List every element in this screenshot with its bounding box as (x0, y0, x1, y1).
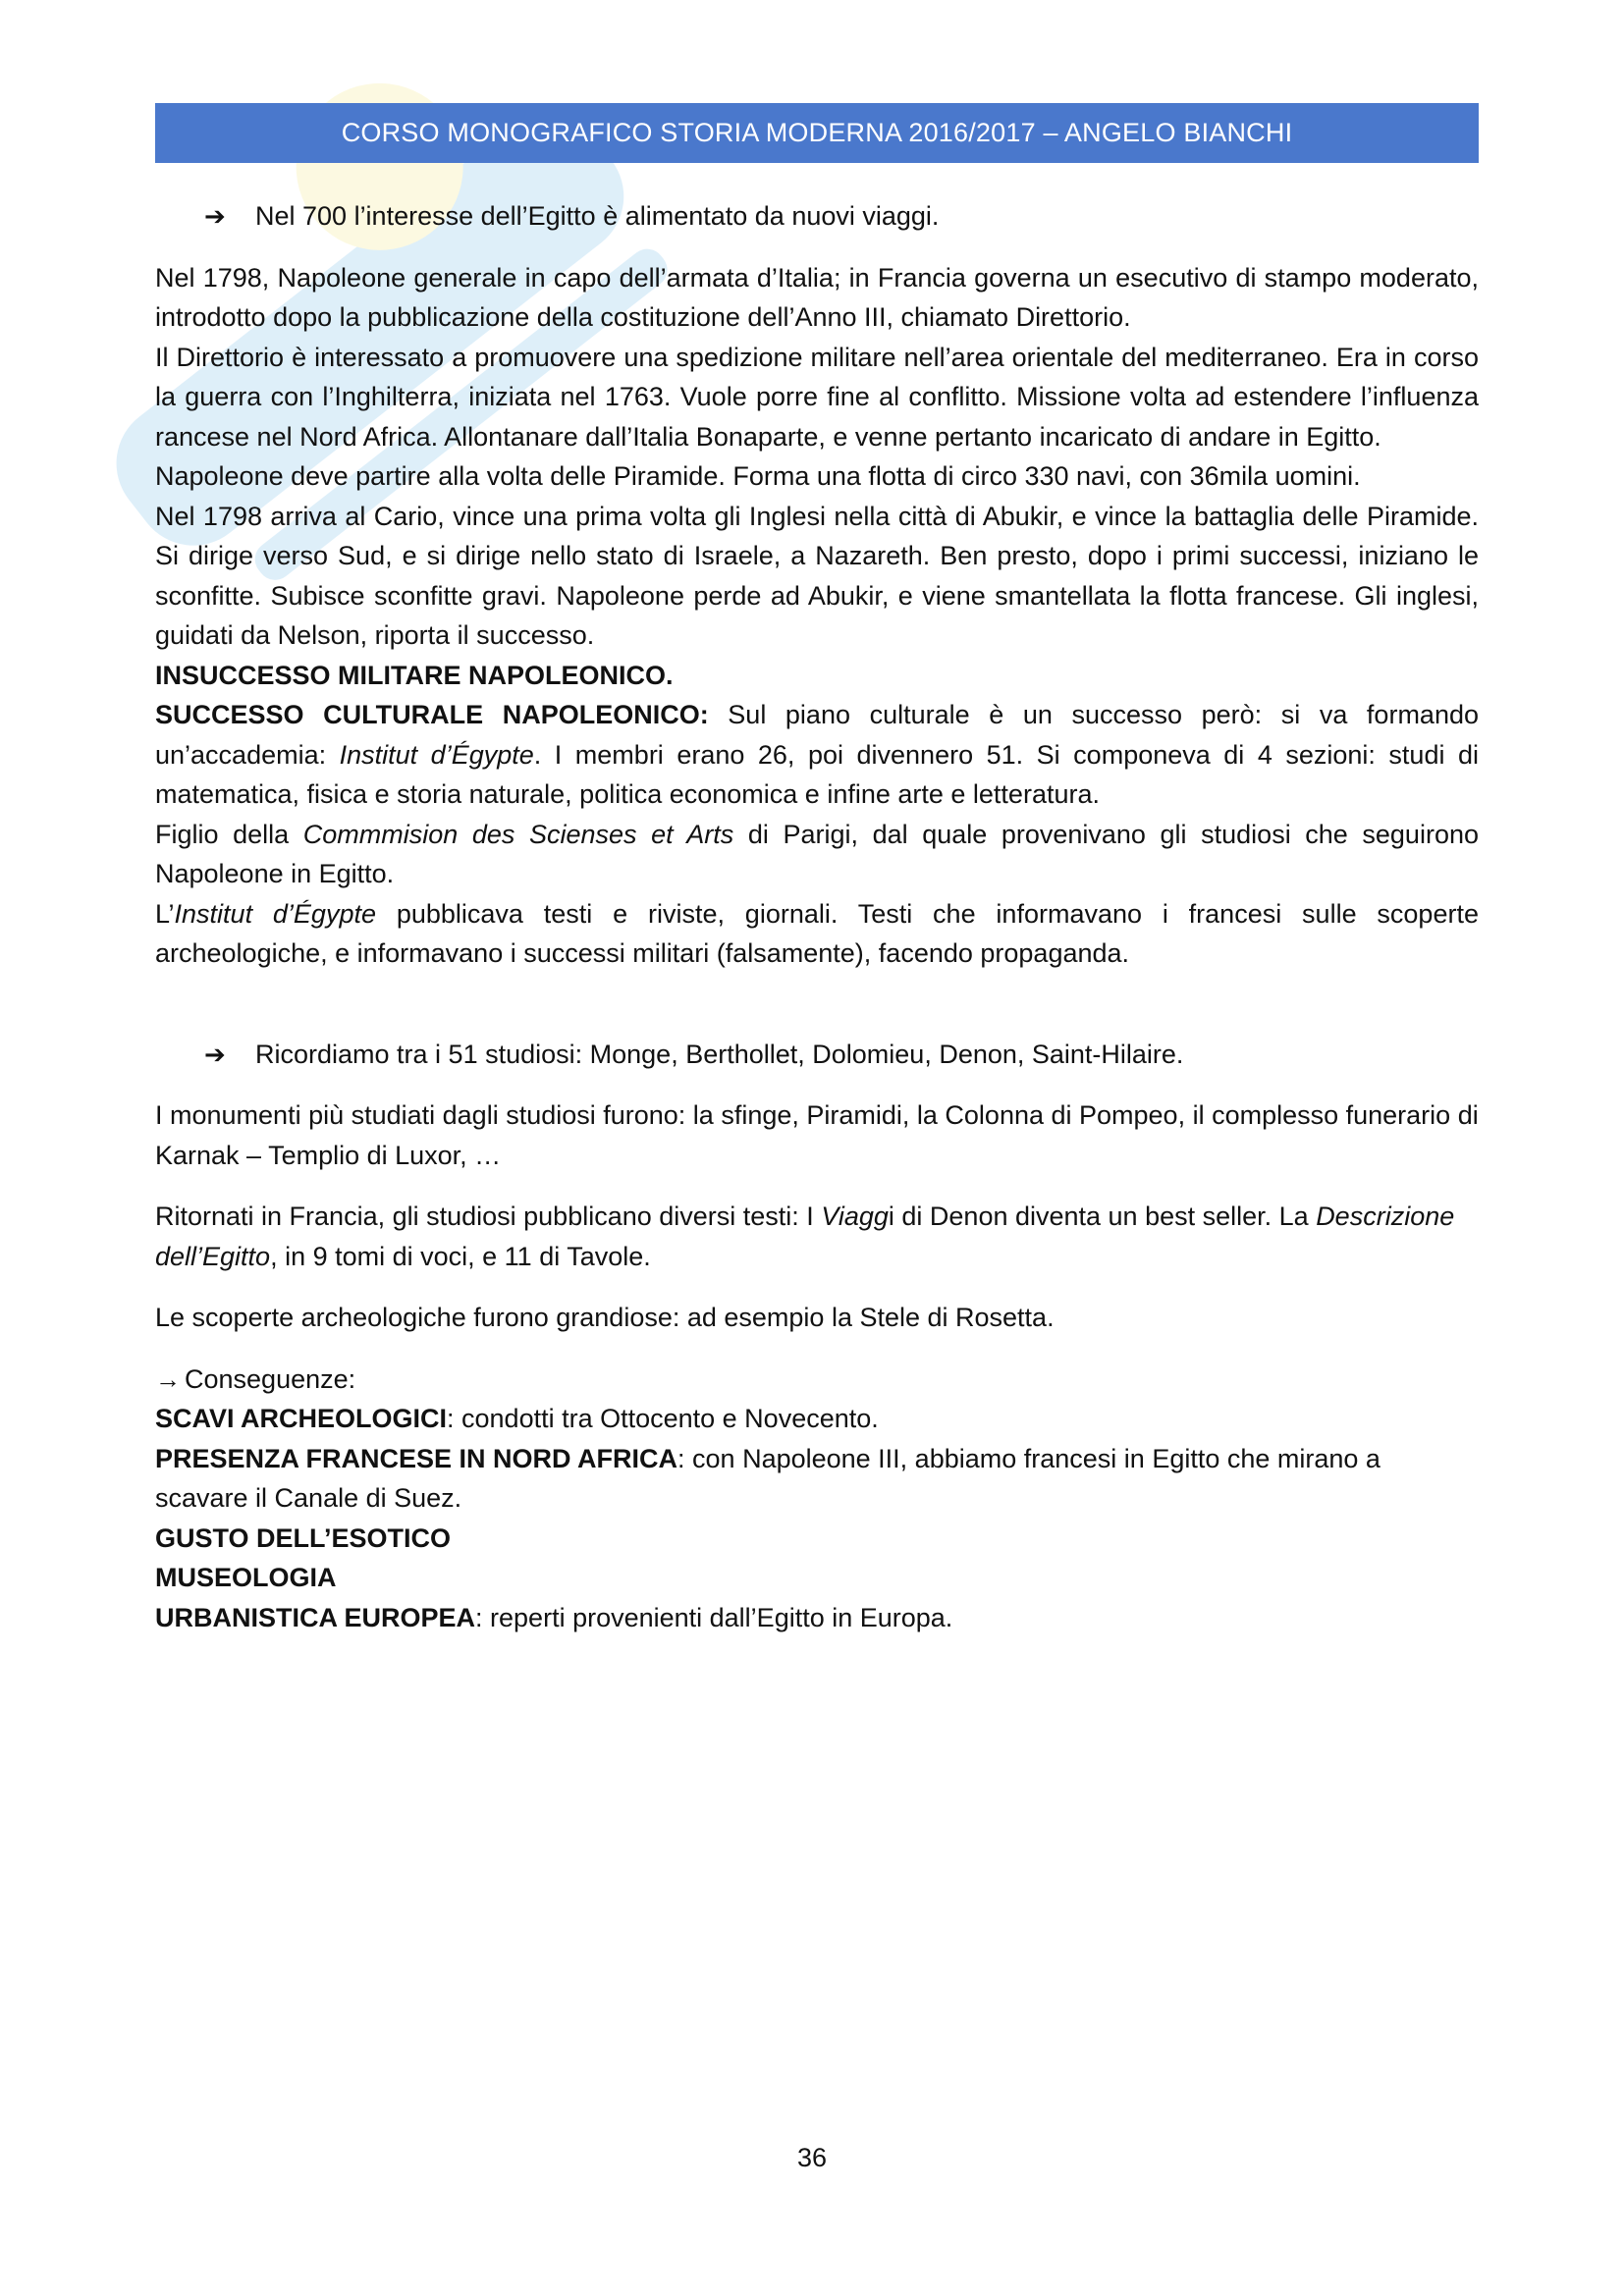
arrow-right-icon: → (155, 1363, 181, 1394)
paragraph-monumenti: I monumenti più studiati dagli studiosi furono: la sfinge, Piramidi, la Colonna di Pompeo, il complesso funerario di Karnak – Templio di Luxor, … (155, 1100, 1479, 1170)
paragraph-scoperte: Le scoperte archeologiche furono grandiose: ad esempio la Stele di Rosetta. (155, 1303, 1055, 1332)
header-title: CORSO MONOGRAFICO STORIA MODERNA 2016/2017 – ANGELO BIANCHI (341, 118, 1293, 147)
institut-name: Institut d’Égypte (174, 898, 376, 929)
paragraph-successo-culturale: SUCCESSO CULTURALE NAPOLEONICO: Sul piano culturale è un successo però: si va formando un’accademia: Institut d’Égypte. I membri erano 26, poi divennero 51. Si componeva di 4 sezioni: studi di matematica, fisica e storia naturale, politica economica e infine arte e letteratura. (155, 700, 1479, 809)
page-number: 36 (796, 2143, 828, 2172)
label-successo: SUCCESSO CULTURALE NAPOLEONICO: (155, 700, 709, 729)
bullet-text: Ricordiamo tra i 51 studiosi: Monge, Berthollet, Dolomieu, Denon, Saint-Hilaire. (255, 1039, 1184, 1069)
bullet-item (155, 196, 1479, 237)
paragraph-abukir: Nel 1798 arriva al Cario, vince una prima volta gli Inglesi nella città di Abukir, e vince la battaglia delle Piramide. Si dirige verso Sud, e si dirige nello stato di Israele, a Nazareth. Ben presto, dopo i primi successi, iniziano le sconfitte. Subisce sconfitte gravi. Napoleone perde ad Abukir, e viene smantellata la flotta francese. Gli inglesi, guidati da Nelson, riporta il successo. (155, 501, 1479, 650)
arrow-icon: ➔ (204, 1039, 226, 1069)
item-gusto: GUSTO DELL’ESOTICO (155, 1522, 452, 1553)
bullet-item (155, 1035, 1479, 1075)
document-header (155, 103, 1479, 163)
item-museologia: MUSEOLOGIA (155, 1563, 337, 1592)
paragraph-ritornati: Ritornati in Francia, gli studiosi pubblicano diversi testi: I Viaggi di Denon diventa un best seller. La Descrizione dell’Egitto, in 9 tomi di voci, e 11 di Tavole. (155, 1201, 1455, 1271)
paragraph-napoleone-1798: Nel 1798, Napoleone generale in capo dell’armata d’Italia; in Francia governa un esecutivo di stampo moderato, introdotto dopo la pubblicazione della costituzione dell’Anno III, chiamato Direttorio. (155, 262, 1479, 332)
paragraph-institut-pubblicava: L’Institut d’Égypte pubblicava testi e riviste, giornali. Testi che informavano i francesi sulle scoperte archeologiche, e informavano i successi militari (falsamente), facendo propaganda. (155, 898, 1479, 968)
arrow-icon: ➔ (204, 201, 226, 231)
paragraph-figlio: Figlio della Commmision des Scienses et Arts di Parigi, dal quale provenivano gli studiosi che seguirono Napoleone in Egitto. (155, 819, 1479, 888)
heading-insuccesso: INSUCCESSO MILITARE NAPOLEONICO. (155, 660, 674, 690)
document-body (155, 196, 1479, 1637)
bullet-text: Nel 700 l’interesse dell’Egitto è alimentato da nuovi viaggi. (255, 201, 940, 231)
item-scavi: SCAVI ARCHEOLOGICI: condotti tra Ottocento e Novecento. (155, 1404, 879, 1433)
paragraph-direttorio: Il Direttorio è interessato a promuovere una spedizione militare nell’area orientale del mediterraneo. Era in corso la guerra con l’Inghilterra, iniziata nel 1763. Vuole porre fine al conflitto. Missione volta ad estendere l’influenza rancese nel Nord Africa. Allontanare dall’Italia Bonaparte, e venne pertanto incaricato di andare in Egitto. (155, 342, 1479, 452)
descrizione-title: Descrizione dell’Egitto (155, 1201, 1455, 1271)
conseguenze-heading: → Conseguenze: (155, 1363, 356, 1394)
institut-name: Institut d’Égypte (339, 739, 534, 770)
paragraph-flotta: Napoleone deve partire alla volta delle Piramide. Forma una flotta di circo 330 navi, con 36mila uomini. (155, 461, 1361, 491)
item-presenza: PRESENZA FRANCESE IN NORD AFRICA: con Napoleone III, abbiamo francesi in Egitto che mirano a scavare il Canale di Suez. (155, 1443, 1380, 1513)
commission-name: Commmision des Scienses et Arts (302, 819, 734, 849)
item-urbanistica: URBANISTICA EUROPEA: reperti provenienti dall’Egitto in Europa. (155, 1602, 953, 1632)
